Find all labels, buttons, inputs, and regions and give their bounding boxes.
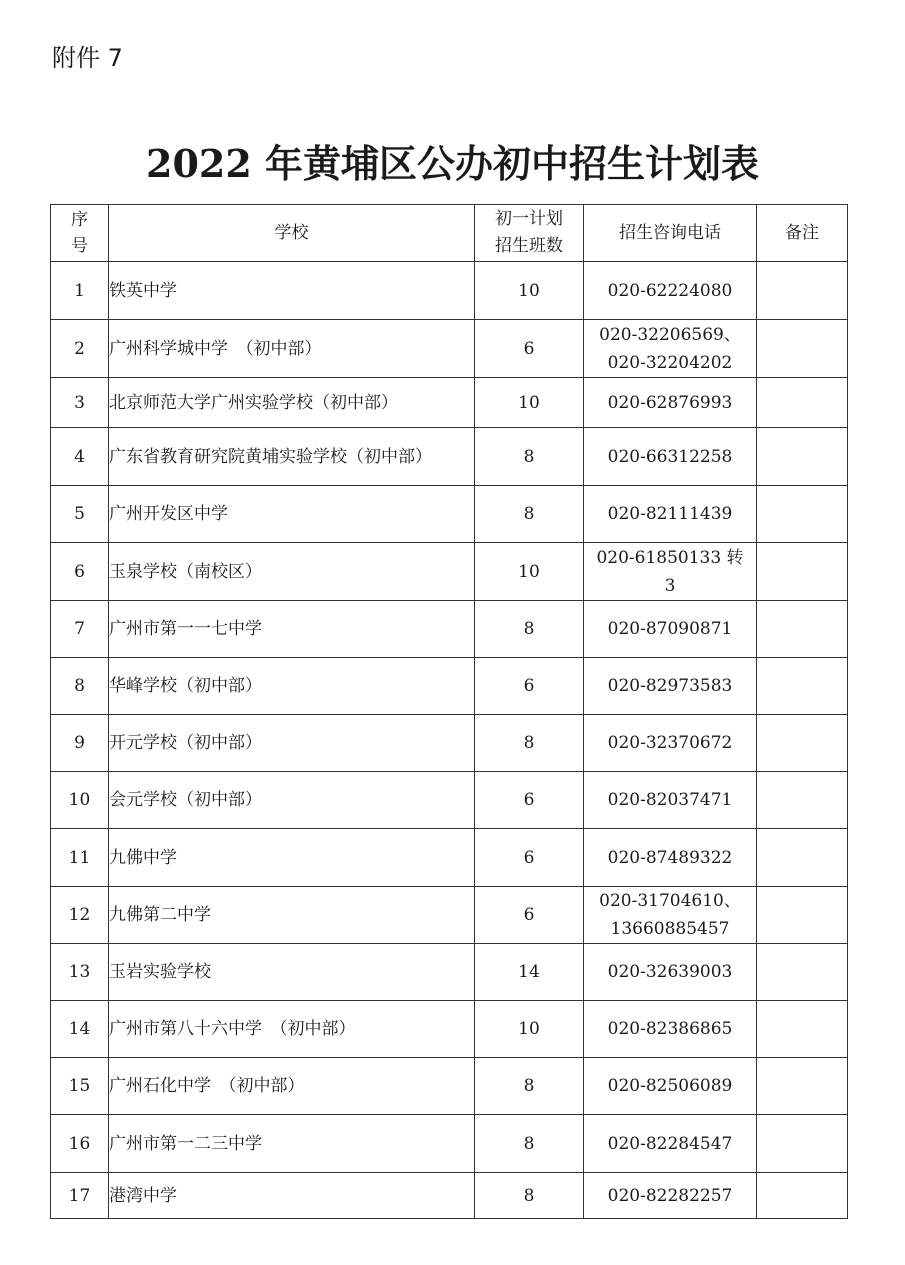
note-cell: [757, 944, 848, 1001]
row-number: 9: [51, 715, 109, 772]
consult-phone: 020-87489322: [584, 829, 757, 887]
school-name: 会元学校（初中部）: [109, 772, 475, 829]
consult-phone: 020-66312258: [584, 428, 757, 486]
note-cell: [757, 378, 848, 428]
row-number: 14: [51, 1001, 109, 1058]
consult-phone: 020-82973583: [584, 658, 757, 715]
row-number: 15: [51, 1058, 109, 1115]
note-cell: [757, 658, 848, 715]
school-name: 广东省教育研究院黄埔实验学校（初中部）: [109, 428, 475, 486]
consult-phone: 020-82506089: [584, 1058, 757, 1115]
table-row: [51, 262, 848, 320]
header-planned-classes: 初一计划招生班数: [475, 205, 584, 262]
note-cell: [757, 1173, 848, 1219]
planned-classes: 10: [475, 1001, 584, 1058]
table-row: [51, 378, 848, 428]
note-cell: [757, 829, 848, 887]
table-row: [51, 715, 848, 772]
consult-phone: 020-82111439: [584, 486, 757, 543]
table-row: [51, 1058, 848, 1115]
table-row: [51, 1115, 848, 1173]
school-name: 广州市第一一七中学: [109, 601, 475, 658]
school-name: 北京师范大学广州实验学校（初中部）: [109, 378, 475, 428]
table-row: [51, 1173, 848, 1219]
consult-phone: 020-32370672: [584, 715, 757, 772]
consult-phone: 020-87090871: [584, 601, 757, 658]
note-cell: [757, 772, 848, 829]
school-name: 玉岩实验学校: [109, 944, 475, 1001]
consult-phone: 020-61850133 转 3: [584, 543, 757, 601]
school-name: 广州科学城中学 （初中部）: [109, 320, 475, 378]
school-name: 广州市第八十六中学 （初中部）: [109, 1001, 475, 1058]
school-name: 华峰学校（初中部）: [109, 658, 475, 715]
school-name: 港湾中学: [109, 1173, 475, 1219]
consult-phone: 020-31704610、 13660885457: [584, 887, 757, 944]
school-name: 玉泉学校（南校区）: [109, 543, 475, 601]
row-number: 11: [51, 829, 109, 887]
table-row: [51, 428, 848, 486]
row-number: 2: [51, 320, 109, 378]
note-cell: [757, 486, 848, 543]
planned-classes: 10: [475, 262, 584, 320]
header-no: 序号: [51, 205, 109, 262]
note-cell: [757, 1001, 848, 1058]
row-number: 12: [51, 887, 109, 944]
note-cell: [757, 320, 848, 378]
row-number: 4: [51, 428, 109, 486]
planned-classes: 8: [475, 1058, 584, 1115]
row-number: 7: [51, 601, 109, 658]
table-row: [51, 1001, 848, 1058]
consult-phone: 020-62876993: [584, 378, 757, 428]
table-row: [51, 486, 848, 543]
consult-phone: 020-82284547: [584, 1115, 757, 1173]
note-cell: [757, 1115, 848, 1173]
note-cell: [757, 1058, 848, 1115]
table-row: [51, 658, 848, 715]
planned-classes: 8: [475, 1173, 584, 1219]
consult-phone: 020-32639003: [584, 944, 757, 1001]
school-name: 九佛中学: [109, 829, 475, 887]
school-name: 广州石化中学 （初中部）: [109, 1058, 475, 1115]
planned-classes: 6: [475, 772, 584, 829]
consult-phone: 020-82386865: [584, 1001, 757, 1058]
enrollment-plan-table: [50, 204, 848, 1219]
row-number: 13: [51, 944, 109, 1001]
table-row: [51, 320, 848, 378]
note-cell: [757, 262, 848, 320]
table-row: [51, 772, 848, 829]
table-header-row: [51, 205, 848, 262]
row-number: 5: [51, 486, 109, 543]
note-cell: [757, 543, 848, 601]
table-row: [51, 601, 848, 658]
row-number: 8: [51, 658, 109, 715]
table-row: [51, 829, 848, 887]
consult-phone: 020-62224080: [584, 262, 757, 320]
planned-classes: 6: [475, 887, 584, 944]
attachment-label: 附件 7: [52, 44, 123, 72]
row-number: 3: [51, 378, 109, 428]
planned-classes: 10: [475, 378, 584, 428]
planned-classes: 6: [475, 829, 584, 887]
row-number: 17: [51, 1173, 109, 1219]
planned-classes: 8: [475, 428, 584, 486]
header-note: 备注: [757, 205, 848, 262]
planned-classes: 8: [475, 601, 584, 658]
school-name: 开元学校（初中部）: [109, 715, 475, 772]
planned-classes: 6: [475, 658, 584, 715]
row-number: 10: [51, 772, 109, 829]
consult-phone: 020-82282257: [584, 1173, 757, 1219]
note-cell: [757, 887, 848, 944]
note-cell: [757, 601, 848, 658]
school-name: 广州开发区中学: [109, 486, 475, 543]
consult-phone: 020-32206569、 020-32204202: [584, 320, 757, 378]
school-name: 九佛第二中学: [109, 887, 475, 944]
planned-classes: 10: [475, 543, 584, 601]
note-cell: [757, 428, 848, 486]
consult-phone: 020-82037471: [584, 772, 757, 829]
school-name: 铁英中学: [109, 262, 475, 320]
table-row: [51, 543, 848, 601]
table-row: [51, 887, 848, 944]
planned-classes: 14: [475, 944, 584, 1001]
header-phone: 招生咨询电话: [584, 205, 757, 262]
row-number: 1: [51, 262, 109, 320]
header-school: 学校: [109, 205, 475, 262]
planned-classes: 8: [475, 486, 584, 543]
school-name: 广州市第一二三中学: [109, 1115, 475, 1173]
note-cell: [757, 715, 848, 772]
row-number: 16: [51, 1115, 109, 1173]
row-number: 6: [51, 543, 109, 601]
table-row: [51, 944, 848, 1001]
table-body: [51, 262, 848, 1219]
planned-classes: 8: [475, 715, 584, 772]
planned-classes: 8: [475, 1115, 584, 1173]
planned-classes: 6: [475, 320, 584, 378]
page-title: 2022 年黄埔区公办初中招生计划表: [146, 141, 759, 186]
